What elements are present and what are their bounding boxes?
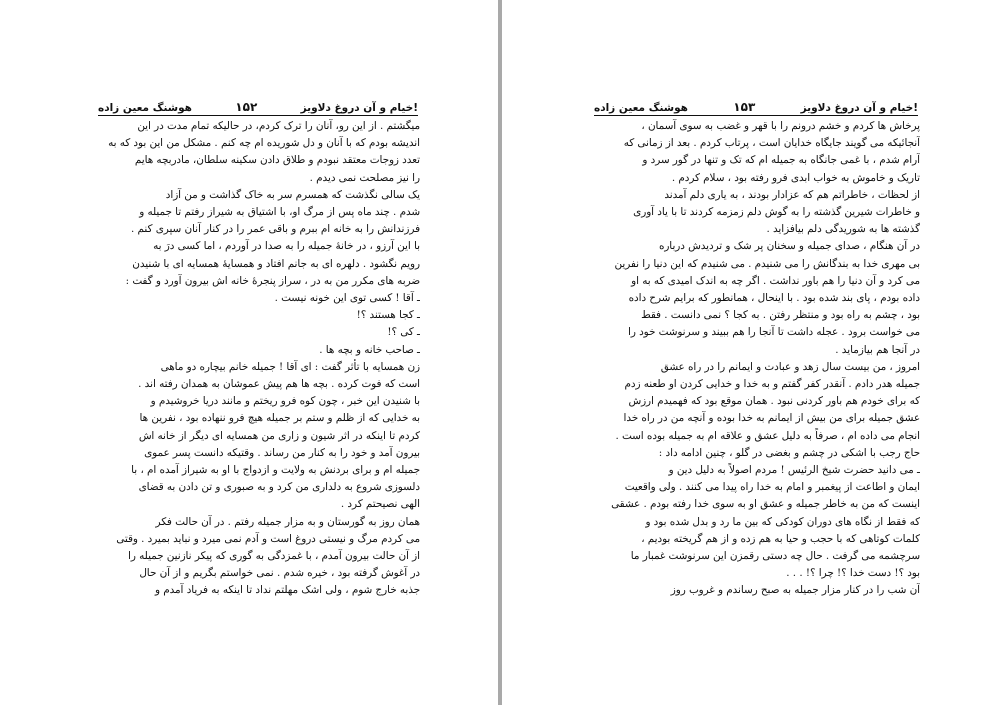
text-line: ـ می دانید حضرت شیخ الرئیس ! مردم اصولاً به دلیل دین و xyxy=(668,464,920,477)
text-line: در آن هنگام ، صدای جمیله و سخنان پر شک و تردیدش درباره xyxy=(658,240,920,253)
text-line: انجام می داده ام ، صرفاً به دلیل عشق و علاقه ام به جمیله بوده است . xyxy=(615,429,920,442)
text-line: تعدد زوجات معتقد نبودم و طلاق دادن سکینه سلطان، مادربچه هایم xyxy=(134,154,420,167)
text-line: آرام شدم ، با غمی جانگاه به جمیله ام که تک و تنها در گور سرد و xyxy=(642,154,920,167)
text-line: رویم نگشود . دلهره ای به جانم افتاد و همسایهٔ همسایه ای با شنیدن xyxy=(132,257,420,270)
text-line: جذبه خارج شوم ، ولی اشک مهلتم نداد تا اینکه به فریاد آمدم و xyxy=(155,584,420,597)
book-title: خیام و آن دروغ دلاویز! xyxy=(800,102,918,114)
text-line: کلمات کوتاهی که با حجب و حیا به هم زده و از هم گریخته بودیم ، xyxy=(641,532,920,545)
text-line: بود ؟! دست خدا ؟! چرا ؟! . . . xyxy=(786,567,920,580)
text-line: کردم تا اینکه در اثر شیون و زاری من همسایه ای دیگر از خانه اش xyxy=(138,429,420,442)
right-page xyxy=(502,0,1000,705)
text-line: ـ کی ؟! xyxy=(387,326,420,339)
text-line: عشق جمیله برای من بیش از ایمانم به خدا بوده و آنچه من در راه خدا xyxy=(623,412,920,425)
text-line: تاریک و خاموش به خواب ابدی فرو رفته بود ، سلام کردم . xyxy=(671,171,920,184)
text-line: که فقط از نگاه های دوران کودکی که بین ما رد و بدل شده بود و xyxy=(645,515,920,528)
text-line: شدم . چند ماه پس از مرگ او، با اشتیاق به شیراز رفتم تا جمیله و xyxy=(139,206,420,219)
text-line: ایمان و اطاعت از پیغمبر و امام به خدا راه پیدا می کنند . ولی واقعیت xyxy=(624,481,920,494)
text-line: گذشته ها به شوریدگی دلم بیافزاید . xyxy=(766,223,920,236)
page-header xyxy=(98,96,418,116)
text-line: ـ صاحب خانه و بچه ها . xyxy=(319,343,420,356)
text-line: همان روز به گورستان و به مزار جمیله رفتم . در آن حالت فکر xyxy=(155,515,420,528)
page-number: ۱۵۳ xyxy=(733,100,756,114)
page-body-text xyxy=(594,118,920,600)
text-line: آنجائیکه می گویند جایگاه خدایان است ، پرتاب کردم . بعد از زمانی که xyxy=(623,137,920,150)
page-number: ۱۵۲ xyxy=(235,100,258,114)
text-line: سرچشمه می گرفت . حال چه دستی رقمزن این سرنوشت غمبار ما xyxy=(630,550,920,563)
text-line: فرزندانش را به خانه ام ببرم و باقی عمر را در کنار آنان سپری کنم . xyxy=(131,223,420,236)
left-page xyxy=(0,0,498,705)
text-line: می کرد و آن دنیا را هم باور نداشت . اگر چه به اندک امیدی که به او xyxy=(631,274,920,287)
text-line: اندیشه بودم که با آنان و دل شوریده ام چه کنم . مشکل من این بود که به xyxy=(108,137,420,150)
text-line: جمیله هدر دادم . آنقدر کفر گفتم و به خدا و خدایی کردن او طعنه زدم xyxy=(624,378,920,391)
text-line: را نیز مصلحت نمی دیدم . xyxy=(309,171,420,184)
text-line: با این آرزو ، در خانهٔ جمیله را به صدا در آوردم ، اما کسی درَ به xyxy=(153,240,420,253)
text-line: از لحظات ، خاطراتم هم که عزادار بودند ، به یاری دلم آمدند xyxy=(664,188,920,201)
text-line: بی مهری خدا به بندگانش را می شنیدم . می شنیدم که این دنیا را نفرین xyxy=(614,257,920,270)
text-line: ضربه های مکرر من به در ، سراز پنجرهٔ خانه اش بیرون آورد و گفت : xyxy=(125,274,420,287)
author-name: هوشنگ معین زاده xyxy=(98,102,192,114)
text-line: با شنیدن این خبر ، چون کوه فرو ریختم و مانند دریا خروشیدم و xyxy=(150,395,420,408)
text-line: می خواست برود . عجله داشت تا آنجا را هم ببیند و سرنوشت خود را xyxy=(627,326,920,339)
text-line: یک سالی نگذشت که همسرم سر به خاک گذاشت و من آزاد xyxy=(165,188,420,201)
text-line: به خدایی که از ظلم و ستم بر جمیله هیچ فرو ننهاده بود ، نفرین ها xyxy=(139,412,420,425)
text-line: از آن حالت بیرون آمدم ، با غمزدگی به گوری که پیکر نازنین جمیله را xyxy=(128,550,420,563)
text-line: دلسوزی شروع به دلداری من کرد و به صبوری و تن دادن به قضای xyxy=(138,481,420,494)
text-line: اینست که من به خاطر جمیله و عشق او به سوی خدا رفته بودم . عشقی xyxy=(611,498,920,511)
text-line: ـ کجا هستند ؟! xyxy=(356,309,420,322)
text-line: در آنجا هم بیازماید . xyxy=(835,343,920,356)
book-title: خیام و آن دروغ دلاویز! xyxy=(300,102,418,114)
text-line: بود ، چشم به راه بود و منتظر رفتن . به کجا ؟ نمی دانست . فقط xyxy=(641,309,920,322)
text-line: بیرون آمد و خود را به کنار من رساند . وقتیکه دانست پسر عموی xyxy=(144,446,420,459)
text-line: آن شب را در کنار مزار جمیله به صبح رساندم و غروب روز xyxy=(670,584,920,597)
text-line: الهی نصیحتم کرد . xyxy=(340,498,420,511)
author-name: هوشنگ معین زاده xyxy=(594,102,688,114)
text-line: میگشتم . از این رو، آنان را ترک کردم، در حالیکه تمام مدت در این xyxy=(137,120,420,132)
text-line: در آغوش گرفته بود ، خیره شدم . نمی خواستم بگریم و از آن حال xyxy=(139,567,420,580)
text-line: که برای خودم هم باور کردنی نبود . همان موقع بود که فهمیدم ارزش xyxy=(628,395,920,408)
text-line: حاج رجب با اشکی در چشم و بغضی در گلو ، چنین ادامه داد : xyxy=(658,446,920,459)
text-line: و خاطرات شیرین گذشته را به گوش دلم زمزمه کردند تا با یاد آوری xyxy=(633,206,920,219)
page-body-text xyxy=(96,118,420,600)
text-line: می کردم مرگ و نیستی دروغ است و آدم نمی میرد و نباید بمیرد . وقتی xyxy=(116,532,420,545)
text-line: ـ آقا ! کسی توی این خونه نیست . xyxy=(274,292,420,305)
text-line: است که فوت کرده . بچه ها هم پیش عموشان به همدان رفته اند . xyxy=(138,378,420,391)
page-header xyxy=(594,96,918,116)
text-line: پرخاش ها کردم و خشم درونم را با قهر و غضب به سوی آسمان ، xyxy=(641,120,920,132)
text-line: جمیله ام و برای بردنش به ولایت و ازدواج با او به شیراز آمده ام ، با xyxy=(131,464,420,477)
text-line: امروز ، من بیست سال زهد و عبادت و ایمانم را در راه عشق xyxy=(660,360,920,373)
text-line: زن همسایه با تأثر گفت : ای آقا ! جمیله خانم بیچاره دو ماهی xyxy=(160,360,420,373)
text-line: داده بودم ، پای بند شده بود . با اینحال ، همانطور که برایم شرح داده xyxy=(628,292,920,305)
